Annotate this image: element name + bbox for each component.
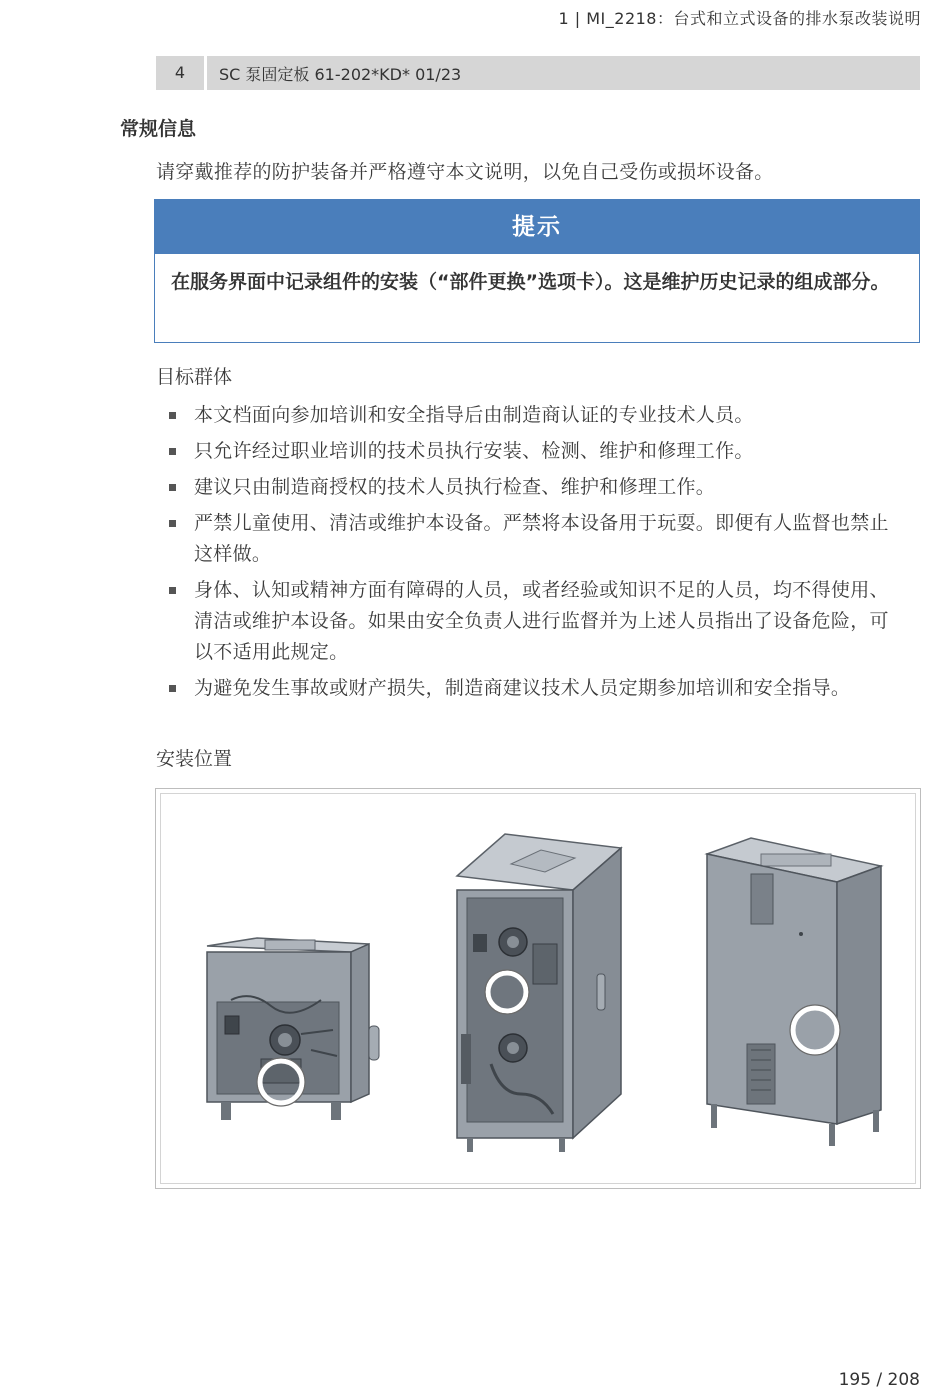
installation-heading: 安装位置 <box>156 748 233 770</box>
target-group-heading: 目标群体 <box>156 366 233 388</box>
list-item: 只允许经过职业培训的技术员执行安装、检测、维护和修理工作。 <box>164 436 904 467</box>
list-item: 身体、认知或精神方面有障碍的人员，或者经验或知识不足的人员，均不得使用、清洁或维护本设备。如果由安全负责人进行监督并为上述人员指出了设备危险，可以不适用此规定。 <box>164 575 904 668</box>
bullet-icon <box>169 448 176 455</box>
target-group-list <box>164 400 904 709</box>
installation-figure <box>155 788 921 1189</box>
list-item: 建议只由制造商授权的技术人员执行检查、维护和修理工作。 <box>164 472 904 503</box>
floor-unit-closed-illustration <box>707 838 881 1146</box>
running-header: 1 | MI_2218：台式和立式设备的排水泵改装说明 <box>558 9 921 28</box>
note-title: 提示 <box>155 200 919 254</box>
bullet-icon <box>169 685 176 692</box>
part-number: 4 <box>156 56 207 90</box>
bullet-icon <box>169 520 176 527</box>
general-heading: 常规信息 <box>120 118 197 140</box>
tabletop-unit-illustration <box>207 938 379 1120</box>
bullet-icon <box>169 412 176 419</box>
bullet-icon <box>169 484 176 491</box>
note-box <box>154 199 920 343</box>
list-item: 为避免发生事故或财产损失，制造商建议技术人员定期参加培训和安全指导。 <box>164 673 904 704</box>
list-item: 严禁儿童使用、清洁或维护本设备。严禁将本设备用于玩耍。即便有人监督也禁止这样做。 <box>164 508 904 570</box>
note-body: 在服务界面中记录组件的安装（“部件更换”选项卡）。这是维护历史记录的组成部分。 <box>171 271 890 293</box>
floor-unit-open-illustration <box>457 834 621 1152</box>
part-description: SC 泵固定板 61-202*KD* 01/23 <box>219 64 462 84</box>
page-number: 195 / 208 <box>838 1370 920 1390</box>
general-intro: 请穿戴推荐的防护装备并严格遵守本文说明，以免自己受伤或损坏设备。 <box>156 161 774 183</box>
list-item: 本文档面向参加培训和安全指导后由制造商认证的专业技术人员。 <box>164 400 904 431</box>
part-bar <box>156 56 920 90</box>
bullet-icon <box>169 587 176 594</box>
